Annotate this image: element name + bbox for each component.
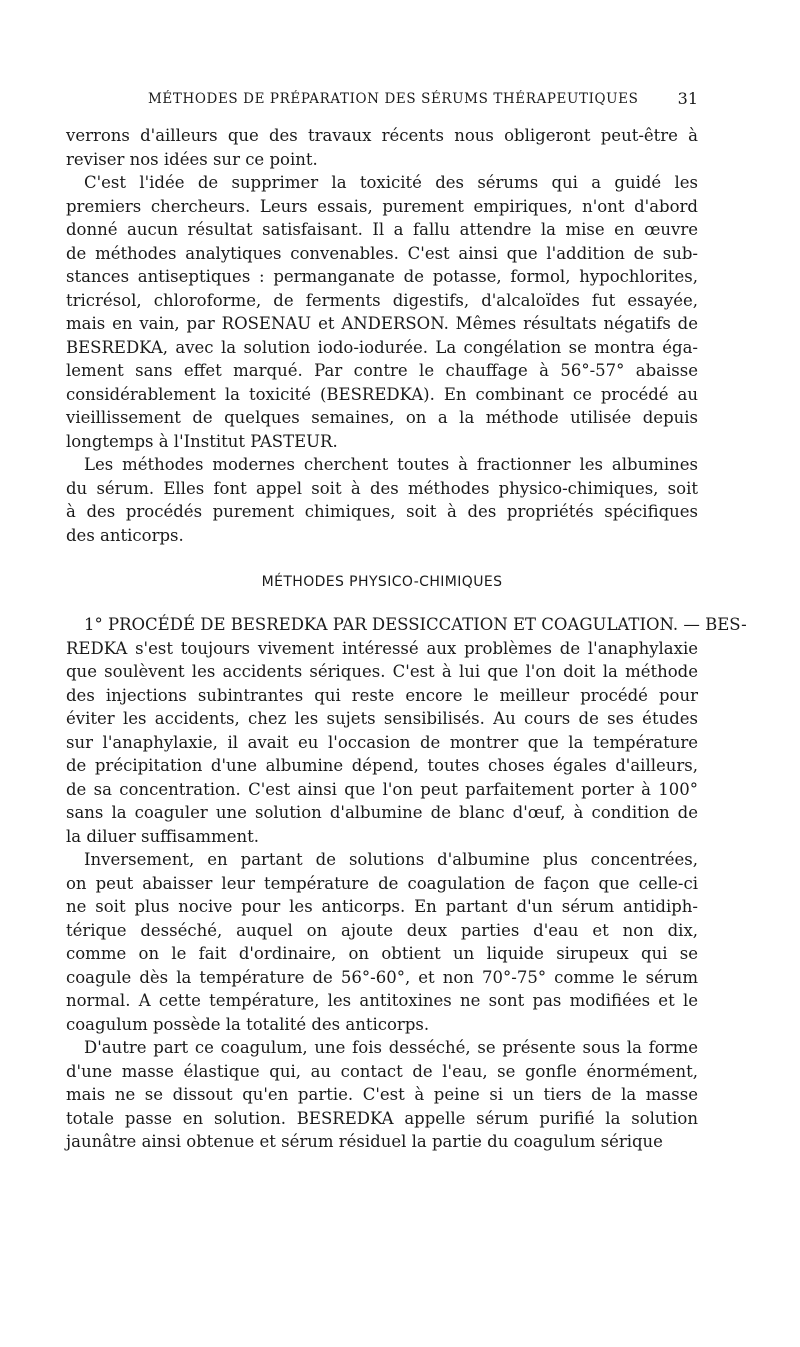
text-line: Inversement, en partant de solutions d'albumine plus concentrées, (84, 850, 698, 869)
text-line: mais en vain, par ROSENAU et ANDERSON. Mêmes résultats négatifs de (66, 314, 698, 333)
section-title: MÉTHODES PHYSICO-CHIMIQUES (261, 574, 503, 590)
text-line: sur l'anaphylaxie, il avait eu l'occasion de montrer que la température (66, 732, 698, 752)
text-line: 1° PROCÉDÉ DE BESREDKA PAR DESSICCATION ET COAGULATION. — BES- (84, 615, 747, 634)
page-number: 31 (677, 89, 698, 108)
paragraph (66, 613, 747, 848)
text-line: stances antiseptiques : permanganate de potasse, formol, hypochlorites, (66, 267, 698, 286)
text-line: reviser nos idées sur ce point. (66, 149, 318, 169)
text-line: coagulum possède la totalité des anticorps. (66, 1014, 430, 1034)
running-head: MÉTHODES DE PRÉPARATION DES SÉRUMS THÉRAPEUTIQUES (148, 91, 639, 107)
text-line: d'une masse élastique qui, au contact de l'eau, se gonfle énormément, (66, 1061, 698, 1081)
text-line: verrons d'ailleurs que des travaux récents nous obligeront peut-être à (66, 126, 698, 145)
paragraph (66, 848, 698, 1036)
paragraph (66, 453, 698, 547)
text-line: comme on le fait d'ordinaire, on obtient un liquide sirupeux qui se (66, 944, 698, 963)
text-line: REDKA s'est toujours vivement intéressé aux problèmes de l'anaphylaxie (66, 638, 698, 658)
text-line: totale passe en solution. BESREDKA appelle sérum purifié la solution (66, 1108, 698, 1128)
text-line: que soulèvent les accidents sériques. C'est à lui que l'on doit la méthode (66, 662, 698, 681)
text-line: la diluer suffisamment. (66, 826, 259, 846)
text-line: à des procédés purement chimiques, soit à des propriétés spécifiques (66, 502, 698, 521)
text-line: normal. A cette température, les antitoxines ne sont pas modifiées et le (66, 991, 698, 1010)
paragraphs-after-section (66, 613, 747, 1154)
text-line: jaunâtre ainsi obtenue et sérum résiduel la partie du coagulum sérique (66, 1132, 663, 1151)
paragraph (66, 124, 698, 171)
paragraph (66, 1036, 698, 1154)
text-line: de précipitation d'une albumine dépend, toutes choses égales d'ailleurs, (66, 756, 698, 775)
text-line: du sérum. Elles font appel soit à des méthodes physico-chimiques, soit (66, 478, 698, 498)
paragraphs-before-section (66, 124, 698, 547)
text-line: C'est l'idée de supprimer la toxicité des sérums qui a guidé les (84, 173, 698, 192)
text-line: tricrésol, chloroforme, de ferments digestifs, d'alcaloïdes fut essayée, (66, 290, 698, 310)
text-line: de sa concentration. C'est ainsi que l'on peut parfaitement porter à 100° (66, 779, 698, 799)
text-line: des injections subintrantes qui reste encore le meilleur procédé pour (66, 685, 698, 705)
text-line: coagule dès la température de 56°-60°, et non 70°-75° comme le sérum (66, 967, 698, 987)
text-line: considérablement la toxicité (BESREDKA). En combinant ce procédé au (66, 384, 698, 404)
text-line: des anticorps. (66, 525, 184, 545)
text-line: éviter les accidents, chez les sujets sensibilisés. Au cours de ses études (66, 709, 698, 728)
text-line: mais ne se dissout qu'en partie. C'est à peine si un tiers de la masse (66, 1085, 698, 1104)
text-line: donné aucun résultat satisfaisant. Il a fallu attendre la mise en œuvre (66, 220, 698, 239)
text-line: vieillissement de quelques semaines, on a la méthode utilisée depuis (66, 408, 698, 427)
text-line: Les méthodes modernes cherchent toutes à fractionner les albumines (84, 455, 698, 474)
text-line: longtemps à l'Institut PASTEUR. (66, 431, 338, 451)
text-line: on peut abaisser leur température de coagulation de façon que celle-ci (66, 873, 698, 893)
body-text (66, 124, 747, 1154)
text-line: de méthodes analytiques convenables. C'est ainsi que l'addition de sub- (66, 243, 698, 263)
text-line: sans la coaguler une solution d'albumine de blanc d'œuf, à condition de (66, 803, 698, 822)
text-line: lement sans effet marqué. Par contre le chauffage à 56°-57° abaisse (66, 361, 698, 380)
text-line: D'autre part ce coagulum, une fois desséché, se présente sous la forme (84, 1038, 698, 1057)
text-line: premiers chercheurs. Leurs essais, purement empiriques, n'ont d'abord (66, 196, 698, 216)
text-line: ne soit plus nocive pour les anticorps. En partant d'un sérum antidiph- (66, 897, 698, 916)
paragraph (66, 171, 698, 453)
text-line: térique desséché, auquel on ajoute deux parties d'eau et non dix, (66, 920, 698, 940)
text-line: BESREDKA, avec la solution iodo-iodurée. La congélation se montra éga- (66, 337, 698, 357)
